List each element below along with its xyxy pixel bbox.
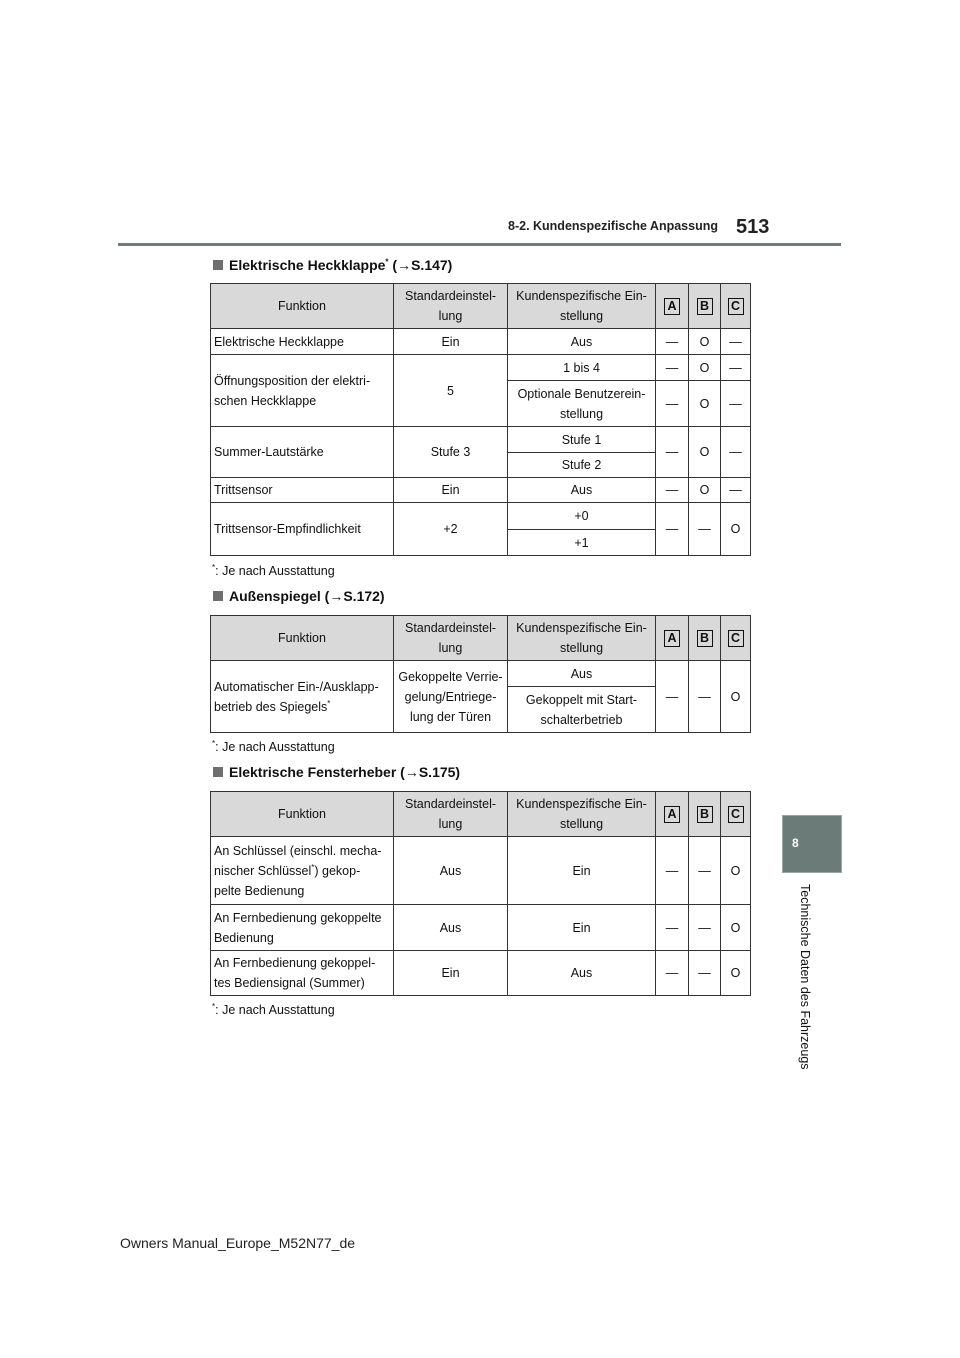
custom-option-cell: +1	[508, 530, 656, 556]
footnote-text: : Je nach Ausstattung	[215, 564, 335, 579]
funktion-cell	[211, 661, 394, 733]
funktion-cell	[211, 905, 394, 951]
availability-cell-c: O	[721, 503, 751, 556]
label-a-icon: A	[664, 806, 680, 823]
availability-cell-c: O	[721, 951, 751, 996]
custom-option-cell: +0	[508, 503, 656, 530]
funktion-text: An Schlüssel (einschl. mecha- nischer Schlüssel	[214, 843, 382, 878]
availability-cell-a: —	[656, 837, 689, 905]
footnote-text: : Je nach Ausstattung	[215, 740, 335, 755]
funktion-text: Trittsensor-Empfindlichkeit	[214, 522, 361, 536]
custom-option-cell: Optionale Benutzerein- stellung	[508, 381, 656, 427]
funktion-cell	[211, 837, 394, 905]
funktion-cell	[211, 427, 394, 478]
funktion-text: Summer-Lautstärke	[214, 445, 324, 459]
standard-cell: Ein	[394, 329, 508, 355]
availability-cell-c: —	[721, 478, 751, 503]
chapter-label: Technische Daten des Fahrzeugs	[798, 884, 812, 1070]
customization-table	[210, 791, 751, 996]
availability-cell-a: —	[656, 661, 689, 733]
availability-cell-b: O	[689, 478, 721, 503]
col-header-c	[721, 792, 751, 837]
standard-cell: Ein	[394, 951, 508, 996]
label-c-icon: C	[728, 298, 744, 315]
col-header-funktion: Funktion	[211, 616, 394, 661]
table-row	[211, 355, 751, 381]
footnote	[212, 1002, 335, 1017]
funktion-text: An Fernbedienung gekoppel- tes Bediensignal (Summer)	[214, 956, 376, 990]
availability-cell-a: —	[656, 478, 689, 503]
header-row	[211, 792, 751, 837]
footnote	[212, 563, 335, 578]
table-row	[211, 503, 751, 530]
page-reference: (→S.147)	[388, 257, 453, 273]
square-bullet-icon	[213, 591, 223, 601]
standard-cell: Gekoppelte Verrie- gelung/Entriege- lung der Türen	[394, 661, 508, 733]
custom-option-cell: Aus	[508, 478, 656, 503]
col-header-b	[689, 284, 721, 329]
custom-option-cell: Aus	[508, 951, 656, 996]
availability-cell-a: —	[656, 905, 689, 951]
table-row	[211, 478, 751, 503]
page-number: 513	[736, 216, 770, 238]
availability-cell-c: —	[721, 381, 751, 427]
funktion-text: ) gekop- pelte Bedienung	[214, 863, 361, 898]
col-header-standard: Standardeinstel- lung	[394, 284, 508, 329]
funktion-cell	[211, 503, 394, 556]
funktion-cell	[211, 951, 394, 996]
label-b-icon: B	[697, 298, 713, 315]
section-title	[213, 257, 452, 273]
availability-cell-a: —	[656, 951, 689, 996]
col-header-custom: Kundenspezifische Ein- stellung	[508, 792, 656, 837]
funktion-text: An Fernbedienung gekoppelte Bedienung	[214, 910, 382, 945]
availability-cell-b: —	[689, 905, 721, 951]
custom-option-cell: Stufe 2	[508, 453, 656, 478]
footnote-text: : Je nach Ausstattung	[215, 1003, 335, 1018]
label-a-icon: A	[664, 298, 680, 315]
label-b-icon: B	[697, 630, 713, 647]
funktion-text: Öffnungsposition der elektri- schen Heckklappe	[214, 373, 371, 408]
table-row	[211, 427, 751, 453]
section-title	[213, 764, 460, 780]
chapter-tab	[782, 815, 842, 873]
custom-option-cell: Aus	[508, 661, 656, 687]
section-title	[213, 588, 385, 604]
availability-cell-a: —	[656, 503, 689, 556]
col-header-b	[689, 616, 721, 661]
availability-cell-a: —	[656, 381, 689, 427]
customization-table	[210, 615, 751, 733]
square-bullet-icon	[213, 767, 223, 777]
footnote-marker: *	[327, 698, 331, 708]
table-row	[211, 661, 751, 687]
col-header-c	[721, 284, 751, 329]
footer-text: Owners Manual_Europe_M52N77_de	[120, 1235, 356, 1251]
standard-cell: Aus	[394, 837, 508, 905]
table-row	[211, 905, 751, 951]
table-row	[211, 837, 751, 905]
custom-option-cell: 1 bis 4	[508, 355, 656, 381]
availability-cell-b: —	[689, 503, 721, 556]
availability-cell-a: —	[656, 355, 689, 381]
custom-option-cell: Stufe 1	[508, 427, 656, 453]
funktion-text: Trittsensor	[214, 483, 273, 497]
col-header-custom: Kundenspezifische Ein- stellung	[508, 616, 656, 661]
funktion-text: Automatischer Ein-/Ausklapp- betrieb des Spiegels	[214, 679, 379, 714]
funktion-cell	[211, 478, 394, 503]
custom-option-cell: Aus	[508, 329, 656, 355]
page-reference: (→S.172)	[320, 588, 385, 604]
funktion-cell	[211, 329, 394, 355]
section-title-text: Elektrische Fensterheber	[229, 764, 397, 780]
col-header-a	[656, 792, 689, 837]
col-header-c	[721, 616, 751, 661]
header-rule	[118, 243, 841, 246]
page-reference: (→S.175)	[396, 764, 461, 780]
footnote	[212, 739, 335, 754]
col-header-a	[656, 284, 689, 329]
col-header-standard: Standardeinstel- lung	[394, 792, 508, 837]
table-row	[211, 329, 751, 355]
customization-table	[210, 283, 751, 556]
square-bullet-icon	[213, 260, 223, 270]
availability-cell-b: —	[689, 661, 721, 733]
availability-cell-c: O	[721, 661, 751, 733]
availability-cell-c: O	[721, 837, 751, 905]
footnote-marker: *	[212, 1002, 216, 1011]
section-title-text: Elektrische Heckklappe	[229, 257, 386, 273]
availability-cell-b: O	[689, 329, 721, 355]
col-header-custom: Kundenspezifische Ein- stellung	[508, 284, 656, 329]
header-row	[211, 284, 751, 329]
header-row	[211, 616, 751, 661]
availability-cell-a: —	[656, 329, 689, 355]
table-row	[211, 951, 751, 996]
custom-option-cell: Gekoppelt mit Start- schalterbetrieb	[508, 687, 656, 733]
standard-cell: 5	[394, 355, 508, 427]
footnote-marker: *	[212, 739, 216, 748]
standard-cell: Aus	[394, 905, 508, 951]
label-b-icon: B	[697, 806, 713, 823]
col-header-funktion: Funktion	[211, 792, 394, 837]
funktion-text: Elektrische Heckklappe	[214, 334, 344, 349]
footnote-marker: *	[212, 563, 216, 572]
col-header-funktion: Funktion	[211, 284, 394, 329]
availability-cell-b: O	[689, 355, 721, 381]
col-header-b	[689, 792, 721, 837]
standard-cell: +2	[394, 503, 508, 556]
availability-cell-a: —	[656, 427, 689, 478]
chapter-number: 8	[792, 836, 799, 850]
section-header: 8-2. Kundenspezifische Anpassung	[508, 219, 718, 233]
col-header-standard: Standardeinstel- lung	[394, 616, 508, 661]
footnote-marker: *	[311, 862, 315, 872]
availability-cell-c: —	[721, 427, 751, 478]
col-header-a	[656, 616, 689, 661]
label-a-icon: A	[664, 630, 680, 647]
availability-cell-c: O	[721, 905, 751, 951]
availability-cell-c: —	[721, 355, 751, 381]
standard-cell: Ein	[394, 478, 508, 503]
funktion-cell	[211, 355, 394, 427]
label-c-icon: C	[728, 806, 744, 823]
section-title-text: Außenspiegel	[229, 588, 321, 604]
availability-cell-b: —	[689, 837, 721, 905]
availability-cell-b: O	[689, 381, 721, 427]
availability-cell-b: O	[689, 427, 721, 478]
availability-cell-c: —	[721, 329, 751, 355]
label-c-icon: C	[728, 630, 744, 647]
availability-cell-b: —	[689, 951, 721, 996]
standard-cell: Stufe 3	[394, 427, 508, 478]
custom-option-cell: Ein	[508, 837, 656, 905]
footnote-marker: *	[385, 257, 389, 267]
custom-option-cell: Ein	[508, 905, 656, 951]
